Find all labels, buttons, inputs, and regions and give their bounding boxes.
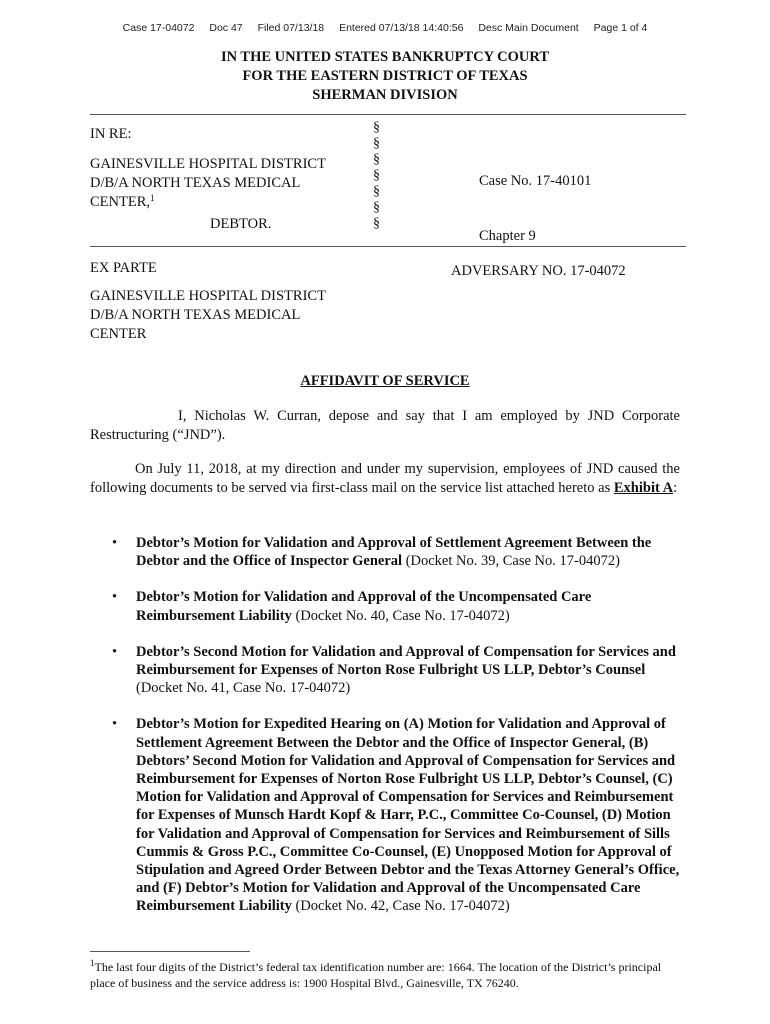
section-mark: § bbox=[373, 136, 380, 151]
party-line-2: D/B/A NORTH TEXAS MEDICAL bbox=[90, 307, 301, 323]
section-mark: § bbox=[373, 120, 380, 135]
caption-debtor-name bbox=[90, 155, 326, 212]
bullet-icon: • bbox=[112, 643, 118, 660]
court-line-2: FOR THE EASTERN DISTRICT OF TEXAS bbox=[242, 68, 528, 84]
bullet-icon: • bbox=[112, 589, 118, 606]
debtor-line-2: D/B/A NORTH TEXAS MEDICAL bbox=[90, 175, 301, 191]
list-item bbox=[90, 534, 686, 570]
header-case: Case 17-04072 bbox=[122, 22, 195, 34]
document-title: AFFIDAVIT OF SERVICE bbox=[300, 373, 470, 389]
case-number: Case No. 17-40101 bbox=[479, 173, 592, 189]
item-docket: (Docket No. 39, Case No. 17-04072) bbox=[402, 553, 620, 570]
debtor-label: DEBTOR. bbox=[210, 216, 272, 232]
paragraph-2 bbox=[90, 460, 680, 498]
footnote-rule bbox=[90, 951, 250, 952]
section-mark: § bbox=[373, 216, 380, 231]
item-docket: (Docket No. 41, Case No. 17-04072) bbox=[136, 680, 351, 697]
court-line-3: SHERMAN DIVISION bbox=[312, 87, 458, 103]
caption-top-rule bbox=[90, 114, 686, 115]
section-mark: § bbox=[373, 184, 380, 199]
footnote-ref: 1 bbox=[150, 193, 155, 203]
item-title: Debtor’s Motion for Expedited Hearing on (A) Motion for Validation and Approval of Settlement Agreement Between the Debtor and the Office of Inspector General, (B) Debtors’ Second Motion for Validation and Approval of Compensation for Services and Reimbursement for Expenses of Norton Rose Fulbright US LLP, Debtor’s Counsel, (C) Motion for Validation and Approval of Compensation for Services and Reimbursement for Expenses of Munsch Hardt Kopf & Harr, P.C., Committee Co-Counsel, (D) Motion for Validation and Approval of Compensation for Services and Reimbursement of Sills Cummis & Gross P.C., Committee Co-Counsel, (E) Unopposed Motion for Approval of Stipulation and Agreed Order Between Debtor and the Texas Attorney General’s Office, and (F) Debtor’s Motion for Validation and Approval of the Uncompensated Care Reimbursement Liability bbox=[136, 716, 680, 915]
debtor-line-1: GAINESVILLE HOSPITAL DISTRICT bbox=[90, 156, 326, 172]
header-entered: Entered 07/13/18 14:40:56 bbox=[339, 22, 464, 34]
party-line-1: GAINESVILLE HOSPITAL DISTRICT bbox=[90, 288, 326, 304]
item-title: Debtor’s Motion for Validation and Approval of Settlement Agreement Between the Debtor and the Office of Inspector General bbox=[136, 535, 652, 570]
header-page: Page 1 of 4 bbox=[593, 22, 648, 34]
ex-parte: EX PARTE bbox=[90, 260, 157, 276]
served-documents-list bbox=[90, 534, 686, 934]
debtor-line-3-text: CENTER, bbox=[90, 194, 151, 210]
exhibit-a-link: Exhibit A bbox=[613, 480, 674, 496]
ecf-header bbox=[0, 22, 770, 34]
court-title bbox=[0, 48, 770, 105]
chapter: Chapter 9 bbox=[479, 228, 536, 244]
caption-in-re: IN RE: bbox=[90, 126, 132, 142]
footnote-mark: 1 bbox=[90, 958, 95, 968]
paragraph-2-end: : bbox=[673, 480, 678, 496]
court-line-1: IN THE UNITED STATES BANKRUPTCY COURT bbox=[220, 49, 550, 65]
list-item bbox=[90, 715, 686, 915]
bullet-icon: • bbox=[112, 716, 118, 733]
footnote bbox=[90, 959, 680, 991]
debtor-line-3 bbox=[90, 193, 326, 212]
header-doc: Doc 47 bbox=[209, 22, 243, 34]
item-title: Debtor’s Motion for Validation and Approval of the Uncompensated Care Reimbursement Liability bbox=[136, 589, 592, 624]
paragraph-2-text: On July 11, 2018, at my direction and under my supervision, employees of JND caused the following documents to be served via first-class mail on the service list attached hereto as bbox=[90, 461, 680, 496]
item-title: Debtor’s Second Motion for Validation and Approval of Compensation for Services and Reimbursement for Expenses of Norton Rose Fulbright US LLP, Debtor’s Counsel bbox=[136, 643, 676, 679]
list-item bbox=[90, 643, 686, 698]
header-desc: Desc Main Document bbox=[478, 22, 579, 34]
adversary-party bbox=[90, 287, 326, 344]
bullet-icon: • bbox=[112, 535, 118, 551]
adversary-number: ADVERSARY NO. 17-04072 bbox=[451, 263, 626, 279]
section-mark: § bbox=[373, 200, 380, 215]
paragraph-1: I, Nicholas W. Curran, depose and say that I am employed by JND Corporate Restructuring (“JND”). bbox=[90, 408, 680, 443]
footnote-text: The last four digits of the District’s federal tax identification number are: 1664. The location of the District’s principal place of business and the service address is: 1900 Hospital Blvd., Gainesville, TX 76240. bbox=[90, 960, 662, 990]
section-marks bbox=[373, 120, 380, 232]
caption-bottom-rule bbox=[90, 246, 686, 247]
party-line-3: CENTER bbox=[90, 326, 147, 342]
item-docket: (Docket No. 40, Case No. 17-04072) bbox=[291, 607, 510, 624]
item-docket: (Docket No. 42, Case No. 17-04072) bbox=[291, 898, 510, 915]
list-item bbox=[90, 588, 686, 624]
header-filed: Filed 07/13/18 bbox=[257, 22, 325, 34]
section-mark: § bbox=[373, 168, 380, 183]
section-mark: § bbox=[373, 152, 380, 167]
